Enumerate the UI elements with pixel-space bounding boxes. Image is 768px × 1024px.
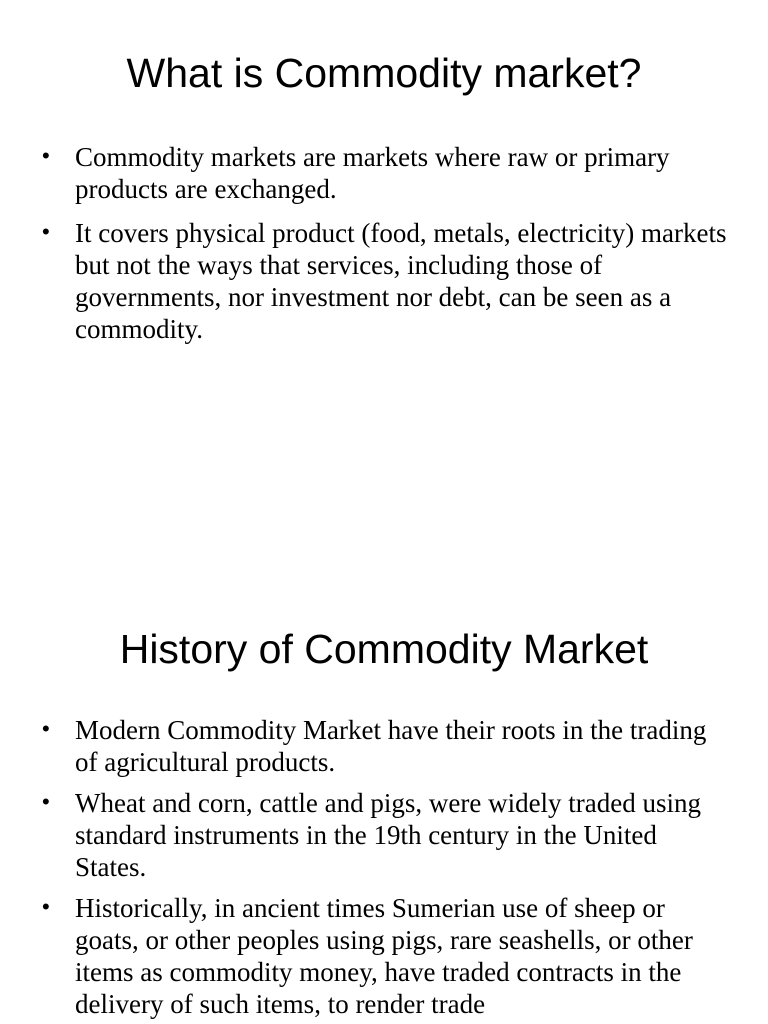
bullet-text: Wheat and corn, cattle and pigs, were widely traded using standard instruments in the 19th century in the United States.	[75, 788, 702, 882]
bullet-icon: •	[42, 789, 50, 814]
slide-title: History of Commodity Market	[119, 626, 649, 672]
bullet-list	[0, 714, 768, 1024]
bullet-item	[0, 892, 768, 1020]
bullet-icon: •	[42, 894, 50, 919]
bullet-icon: •	[42, 716, 50, 741]
bullet-text: Historically, in ancient times Sumerian use of sheep or goats, or other peoples using pigs, rare seashells, or other items as commodity money, have traded contracts in the delivery of such items, to render trade	[75, 893, 693, 1019]
bullet-item	[0, 141, 768, 205]
bullet-list	[0, 141, 768, 357]
bullet-text: Commodity markets are markets where raw or primary products are exchanged.	[75, 142, 670, 204]
slide-title: What is Commodity market?	[126, 50, 642, 96]
bullet-text: Modern Commodity Market have their roots in the trading of agricultural products.	[75, 715, 707, 777]
bullet-icon: •	[42, 219, 50, 244]
bullet-item	[0, 217, 768, 345]
bullet-text: It covers physical product (food, metals, electricity) markets but not the ways that services, including those of governments, nor investment nor debt, can be seen as a commodity.	[75, 218, 727, 344]
slide-history-of-commodity-market	[0, 576, 768, 1024]
bullet-icon: •	[42, 143, 50, 168]
bullet-item	[0, 714, 768, 778]
bullet-item	[0, 787, 768, 883]
